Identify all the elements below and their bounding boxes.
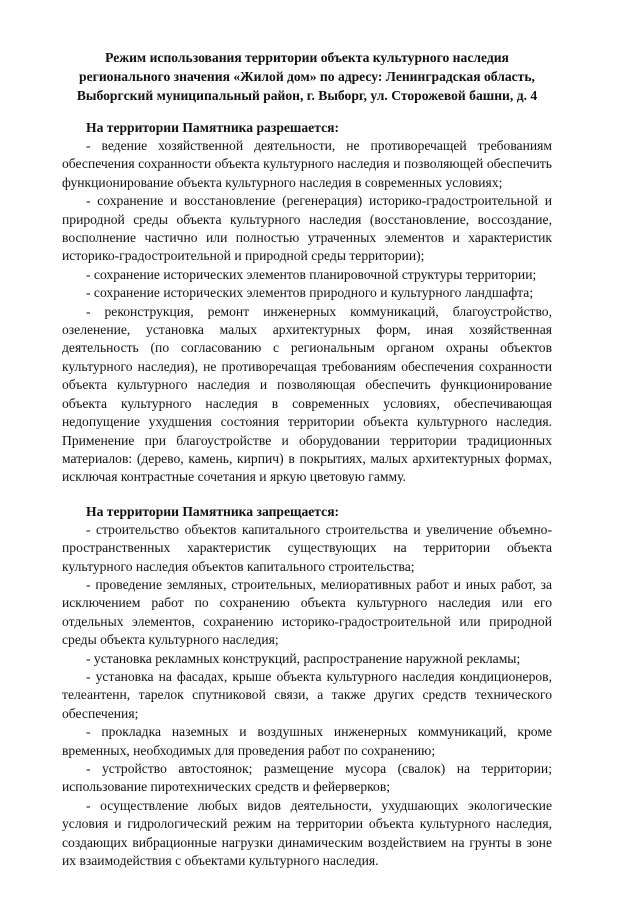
allowed-item: - ведение хозяйственной деятельности, не противоречащей требованиям обеспечения сохранности объекта культурного наследия и позволяющей обеспечить функционирование объекта культурного наследия в современных условиях; [62, 138, 552, 190]
prohibited-item: - прокладка наземных и воздушных инженерных коммуникаций, кроме временных, необходимых для проведения работ по сохранению; [62, 724, 552, 758]
prohibited-item: - установка рекламных конструкций, распространение наружной рекламы; [86, 650, 521, 666]
allowed-item: - реконструкция, ремонт инженерных коммуникаций, благоустройство, озеленение, установка малых архитектурных форм, иная хозяйственная деятельность (по согласованию с региональным органом охраны объектов культурного наследия), не противоречащая требованиям обеспечения сохранности объекта культурного наследия и позволяющая обеспечить функционирование объекта культурного наследия в современных условиях, обеспечивающая недопущение ухудшения состояния территории объекта культурного наследия. Применение при благоустройстве и оборудовании территории традиционных материалов: (дерево, камень, кирпич) в покрытиях, малых архитектурных формах, исключая контрастные сочетания и яркую цветовую гамму. [62, 303, 552, 485]
title-line-3: Выборгский муниципальный район, г. Выборг, ул. Сторожевой башни, д. 4 [76, 88, 538, 103]
document-page [62, 48, 552, 870]
prohibited-item: - установка на фасадах, крыше объекта культурного наследия кондиционеров, телеантенн, тарелок спутниковой связи, а также других средств технического обеспечения; [62, 668, 552, 721]
document-title [62, 48, 552, 105]
prohibited-item: - устройство автостоянок; размещение мусора (свалок) на территории; использование пиротехнических средств и фейерверков; [62, 761, 552, 795]
prohibited-section [62, 503, 552, 871]
allowed-heading: На территории Памятника разрешается: [86, 120, 339, 135]
allowed-section [62, 119, 552, 487]
title-line-1: Режим использования территории объекта культурного наследия [105, 50, 509, 65]
prohibited-heading: На территории Памятника запрещается: [86, 503, 340, 519]
prohibited-item: - осуществление любых видов деятельности, ухудшающих экологические условия и гидрологический режим на территории объекта культурного наследия, создающих вибрационные нагрузки динамическим воздействием на грунты в зоне их взаимодействия с объектами культурного наследия. [62, 797, 552, 869]
prohibited-item: - проведение земляных, строительных, мелиоративных работ и иных работ, за исключением работ по сохранению объекта культурного наследия или его отдельных элементов, сохранению историко-градостроительной или природной среды объекта культурного наследия; [62, 576, 552, 648]
allowed-item: - сохранение исторических элементов планировочной структуры территории; [86, 266, 537, 282]
title-line-2: регионального значения «Жилой дом» по адресу: Ленинградская область, [79, 69, 535, 84]
section-gap [62, 487, 552, 503]
allowed-item: - сохранение и восстановление (регенерация) историко-градостроительной и природной среды объекта культурного наследия (восстановление, воссоздание, восполнение частично или полностью утраченных элементов и характеристик историко-градостроительной и природной среды территории); [62, 193, 552, 264]
allowed-item: - сохранение исторических элементов природного и культурного ландшафта; [86, 285, 534, 301]
prohibited-item: - строительство объектов капитального строительства и увеличение объемно-пространственных характеристик существующих на территории объекта культурного наследия объектов капитального строительства; [62, 521, 552, 574]
